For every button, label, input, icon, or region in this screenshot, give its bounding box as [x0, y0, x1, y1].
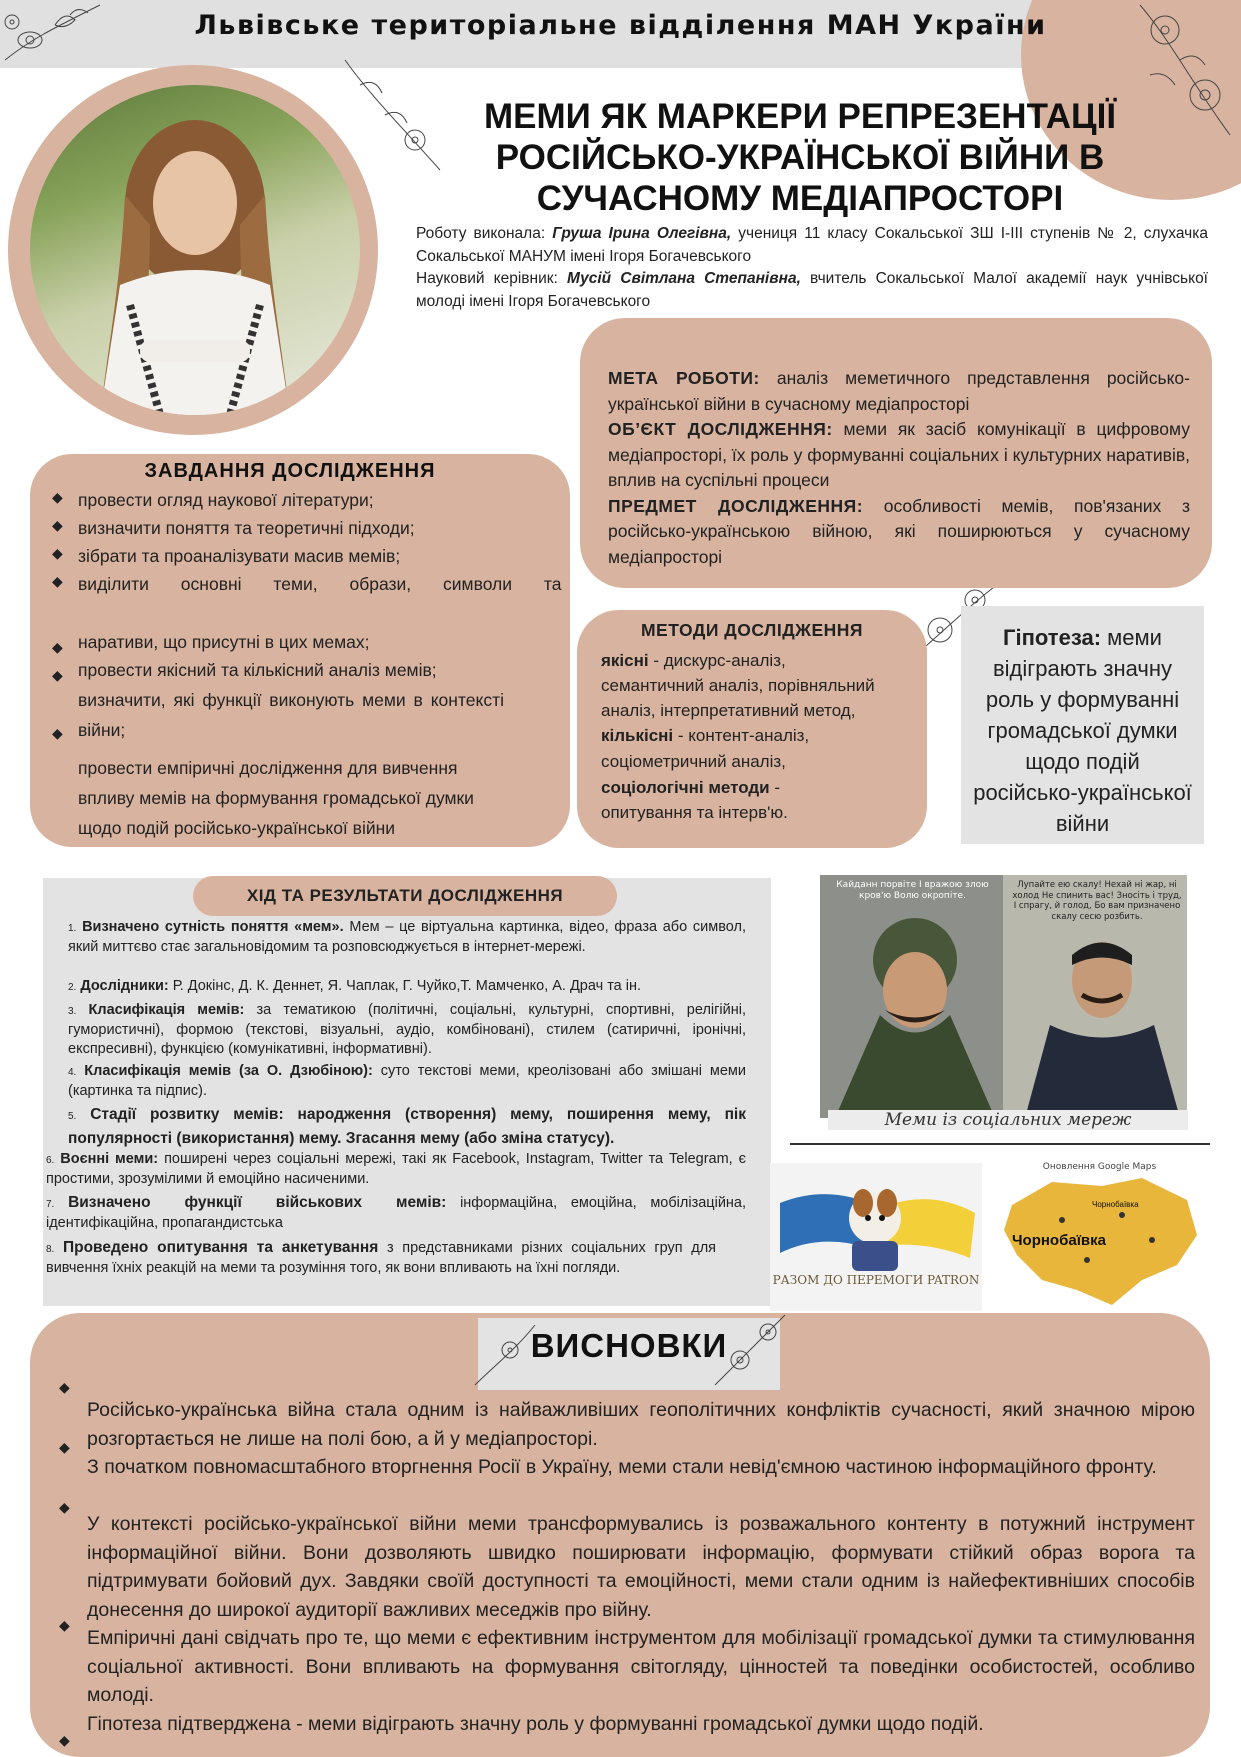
hypothesis-line: меми	[1107, 625, 1162, 650]
method-text: соціометричний аналіз,	[601, 752, 786, 771]
meme-image-soldiers	[820, 875, 1187, 1118]
map-header: Оновлення Google Maps	[1042, 1162, 1157, 1172]
method-text: семантичний аналіз, порівняльний	[601, 676, 875, 695]
map-label-big: Чорнобаївка	[1012, 1232, 1106, 1249]
supervisor-name: Мусій Світлана Степанівна,	[567, 270, 801, 287]
method-label: якісні	[601, 651, 649, 670]
bullet-icon: ◆	[52, 574, 63, 590]
result-item	[46, 1238, 716, 1278]
author-photo	[30, 85, 360, 415]
flower-icon	[470, 1320, 540, 1390]
object-paragraph	[608, 417, 1190, 494]
method-qualitative	[601, 648, 921, 674]
hypothesis-label: Гіпотеза:	[1003, 625, 1102, 650]
meme-image-map	[992, 1160, 1207, 1312]
author-label: Роботу виконала:	[416, 225, 546, 242]
subject-text: особливості мемів, пов'язаних з російсько-українською війною, які поширюються у сучасному медіапросторі	[608, 495, 1190, 567]
method-quantitative	[601, 723, 921, 749]
poster-title-line: МЕМИ ЯК МАРКЕРИ РЕПРЕЗЕНТАЦІЇ	[484, 97, 1116, 136]
methods-title: МЕТОДИ ДОСЛІДЖЕННЯ	[640, 620, 864, 640]
bullet-icon: ◆	[59, 1440, 70, 1456]
memes-caption: Меми із соціальних мереж	[828, 1110, 1188, 1130]
author-name: Груша Ірина Олегівна,	[552, 225, 732, 242]
goal-text: аналіз меметичного представлення російсько-української війни в сучасному медіапросторі	[608, 368, 1190, 414]
hypothesis-line: роль у формуванні	[985, 687, 1180, 712]
author-details: учениця 11 класу Сокальської ЗШ І-ІІІ ступенів № 2, слухачка Сокальської МАНУМ імені Ігоря Богачевського	[416, 225, 1208, 265]
method-text: опитування та інтерв'ю.	[601, 803, 788, 822]
author-credit	[416, 222, 1208, 268]
conclusion-paragraph: Гіпотеза підтверджена - меми відіграють значну роль у формуванні громадської думки щодо подій.	[87, 1713, 984, 1735]
conclusion-paragraph: Російсько-українська війна стала одним із найважливіших геополітичних конфліктів сучасності, який значною мірою розгортається не лише на полі бою, а й у медіапросторі.	[87, 1399, 1195, 1450]
task-item: визначити, які функції виконують меми в контексті	[78, 690, 505, 710]
aim-panel	[580, 318, 1212, 588]
result-number: 7.	[46, 1199, 55, 1210]
result-label: Визначено функції військових мемів:	[68, 1194, 447, 1211]
flower-icon	[0, 0, 110, 70]
goal-label: МЕТА РОБОТИ:	[608, 368, 760, 388]
method-text: - контент-аналіз,	[677, 726, 810, 745]
subject-label: ПРЕДМЕТ ДОСЛІДЖЕННЯ:	[608, 495, 864, 516]
result-item	[56, 1001, 746, 1059]
task-item: провести огляд наукової літератури;	[78, 490, 374, 510]
hypothesis-line: громадської думки	[987, 718, 1178, 743]
conclusion-paragraph: З початком повномасштабного вторгнення Росії в Україну, меми стали невід'ємною частиною інформаційного фронту.	[87, 1456, 1157, 1478]
result-label: Класифікація мемів (за О. Дзюбіною):	[84, 1063, 373, 1079]
subject-paragraph	[608, 494, 1190, 571]
method-text: -	[774, 778, 781, 797]
conclusions-title: ВИСНОВКИ	[530, 1327, 728, 1364]
bullet-icon: ◆	[59, 1500, 70, 1516]
method-text: аналіз, інтерпретативний метод,	[601, 701, 856, 720]
result-label: Проведено опитування та анкетування	[62, 1239, 379, 1256]
object-text: меми як засіб комунікації в цифровому медіапросторі, їх роль у формуванні соціальних і культурних наративів, вплив на суспільні процеси	[608, 419, 1190, 490]
header-title: Львівське територіальне відділення МАН України	[194, 10, 1047, 41]
hypothesis-line: відіграють значну	[992, 656, 1173, 681]
bullet-icon: ◆	[52, 546, 63, 562]
hypothesis-line: війни	[1055, 811, 1110, 836]
poster-title-line: РОСІЙСЬКО-УКРАЇНСЬКОЇ ВІЙНИ В	[495, 138, 1105, 177]
result-label: Класифікація мемів:	[88, 1002, 245, 1018]
result-item	[56, 1104, 746, 1150]
method-text: - дискурс-аналіз,	[653, 651, 786, 670]
meme-quote-left: Кайданн порвіте І вражою злою кров'ю Волю окропіте.	[836, 880, 989, 901]
flower-icon	[710, 1310, 790, 1390]
method-label: кількісні	[601, 726, 674, 745]
results-title: ХІД ТА РЕЗУЛЬТАТИ ДОСЛІДЖЕННЯ	[246, 886, 564, 905]
bullet-icon: ◆	[52, 726, 63, 742]
result-label: Дослідники:	[80, 978, 169, 994]
result-text: з представниками різних соціальних груп для вивчення їхніх реакцій на меми та розуміння того, як вони впливають на їхні погляди.	[46, 1240, 717, 1276]
method-sociological	[601, 775, 921, 801]
bullet-icon: ◆	[52, 518, 63, 534]
result-item	[56, 1062, 746, 1101]
result-number: 4.	[68, 1067, 77, 1078]
supervisor-label: Науковий керівник:	[416, 270, 558, 287]
task-item: виділити основні теми, образи, символи та	[78, 574, 562, 594]
result-text: Р. Докінс, Д. К. Деннет, Я. Чаплак, Г. Чуйко,Т. Мамченко, А. Драч та ін.	[172, 978, 642, 994]
bullet-icon: ◆	[52, 640, 63, 656]
task-item: наративи, що присутні в цих мемах;	[78, 632, 370, 652]
hypothesis-line: щодо подій	[1025, 749, 1140, 774]
task-item: провести емпіричні дослідження для вивчення	[78, 758, 458, 778]
goal-paragraph	[608, 366, 1190, 417]
task-item: щодо подій російсько-української війни	[78, 818, 396, 838]
result-text: поширені через соціальні мережі, такі як Facebook, Instagram, Twitter та Telegram, є простими, зрозумілими й емоційно насиченими.	[46, 1151, 747, 1187]
result-number: 5.	[68, 1111, 77, 1122]
meme-image-patron	[770, 1163, 982, 1311]
result-number: 3.	[68, 1006, 77, 1017]
result-item	[46, 1193, 746, 1233]
bullet-icon: ◆	[52, 490, 63, 506]
ornamental-divider	[790, 1143, 1210, 1145]
conclusion-paragraph: Емпіричні дані свідчать про те, що меми є ефективним інструментом для мобілізації громадської думки та стимулювання соціальної активності. Вони впливають на формування світогляду, цінностей та поведінки особистостей, особливо молоді.	[87, 1627, 1195, 1706]
bullet-icon: ◆	[59, 1380, 70, 1396]
meme-quote-right: Лупайте ею скалу! Нехай ні жар, ні холод Не спинить вас! Зносіть і труд, І спрагу, й голод, Бо вам призначено скалу сесю розбить.	[1012, 880, 1182, 922]
method-label: соціологічні методи	[601, 778, 770, 797]
supervisor-credit	[416, 267, 1208, 313]
result-number: 8.	[46, 1244, 55, 1255]
hypothesis-line: російсько-української	[973, 780, 1192, 805]
task-item: провести якісний та кількісний аналіз мемів;	[78, 660, 437, 680]
result-text: інформаційна, емоційна, мобілізаційна, ідентифікаційна, пропагандистська	[46, 1195, 747, 1231]
poster-title-line: СУЧАСНОМУ МЕДІАПРОСТОРІ	[536, 179, 1064, 218]
meme-patron-text: РАЗОМ ДО ПЕРЕМОГИ PATRON	[772, 1273, 980, 1287]
hypothesis-text	[961, 622, 1204, 839]
supervisor-details: вчитель Сокальської Малої академії наук учнівської молоді імені Ігоря Богачевського	[416, 270, 1208, 310]
result-label: Визначено сутність поняття «мем».	[82, 919, 344, 935]
tasks-title: ЗАВДАННЯ ДОСЛІДЖЕННЯ	[144, 460, 436, 482]
task-item: визначити поняття та теоретичні підходи;	[78, 518, 415, 538]
result-number: 1.	[68, 923, 77, 934]
map-label-small: Чорнобаївка	[1092, 1200, 1139, 1209]
task-item: зібрати та проаналізувати масив мемів;	[78, 546, 401, 566]
result-label: Стадії розвитку мемів: народження (створення) мему, поширення мему, пік популярності (використання) мему. Згасання мему (або зміна статусу).	[68, 1106, 746, 1147]
result-item	[56, 977, 746, 997]
bullet-icon: ◆	[59, 1733, 70, 1749]
bullet-icon: ◆	[52, 668, 63, 684]
result-number: 2.	[68, 982, 77, 993]
result-text: суто текстові меми, креолізовані або змішані меми (картинка та підпис).	[68, 1063, 746, 1099]
result-text: Мем – це віртуальна картинка, відео, фраза або символ, який миттєво стає загальновідомим та розповсюджується в інтернет-мережі.	[68, 919, 746, 955]
result-item	[56, 918, 746, 957]
bullet-icon: ◆	[59, 1618, 70, 1634]
result-item	[36, 1150, 746, 1189]
task-item: впливу мемів на формування громадської думки	[78, 788, 474, 808]
task-item: війни;	[78, 720, 126, 740]
result-text: за тематикою (політичні, соціальні, культурні, спортивні, релігійні, гумористичні), формою (текстові, візуальні, аудіо, комбіновані), стилем (сатиричні, іронічні, експресивні), функцією (комунікативні, інформативні).	[68, 1002, 747, 1057]
poster-title	[430, 96, 1170, 219]
object-label: ОБ’ЄКТ ДОСЛІДЖЕННЯ:	[608, 419, 833, 439]
conclusion-paragraph: У контексті російсько-української війни меми трансформувались із розважального контенту в потужний інструмент інформаційної війни. Вони дозволяють швидко поширювати інформацію, формувати стійкий образ ворога та підтримувати бойовий дух. Завдяки своїй доступності та емоційності, меми стали одним із найефективніших способів донесення до широкої аудиторії важливих меседжів про війну.	[87, 1513, 1195, 1621]
result-number: 6.	[46, 1155, 55, 1166]
result-label: Воєнні меми:	[60, 1151, 159, 1167]
